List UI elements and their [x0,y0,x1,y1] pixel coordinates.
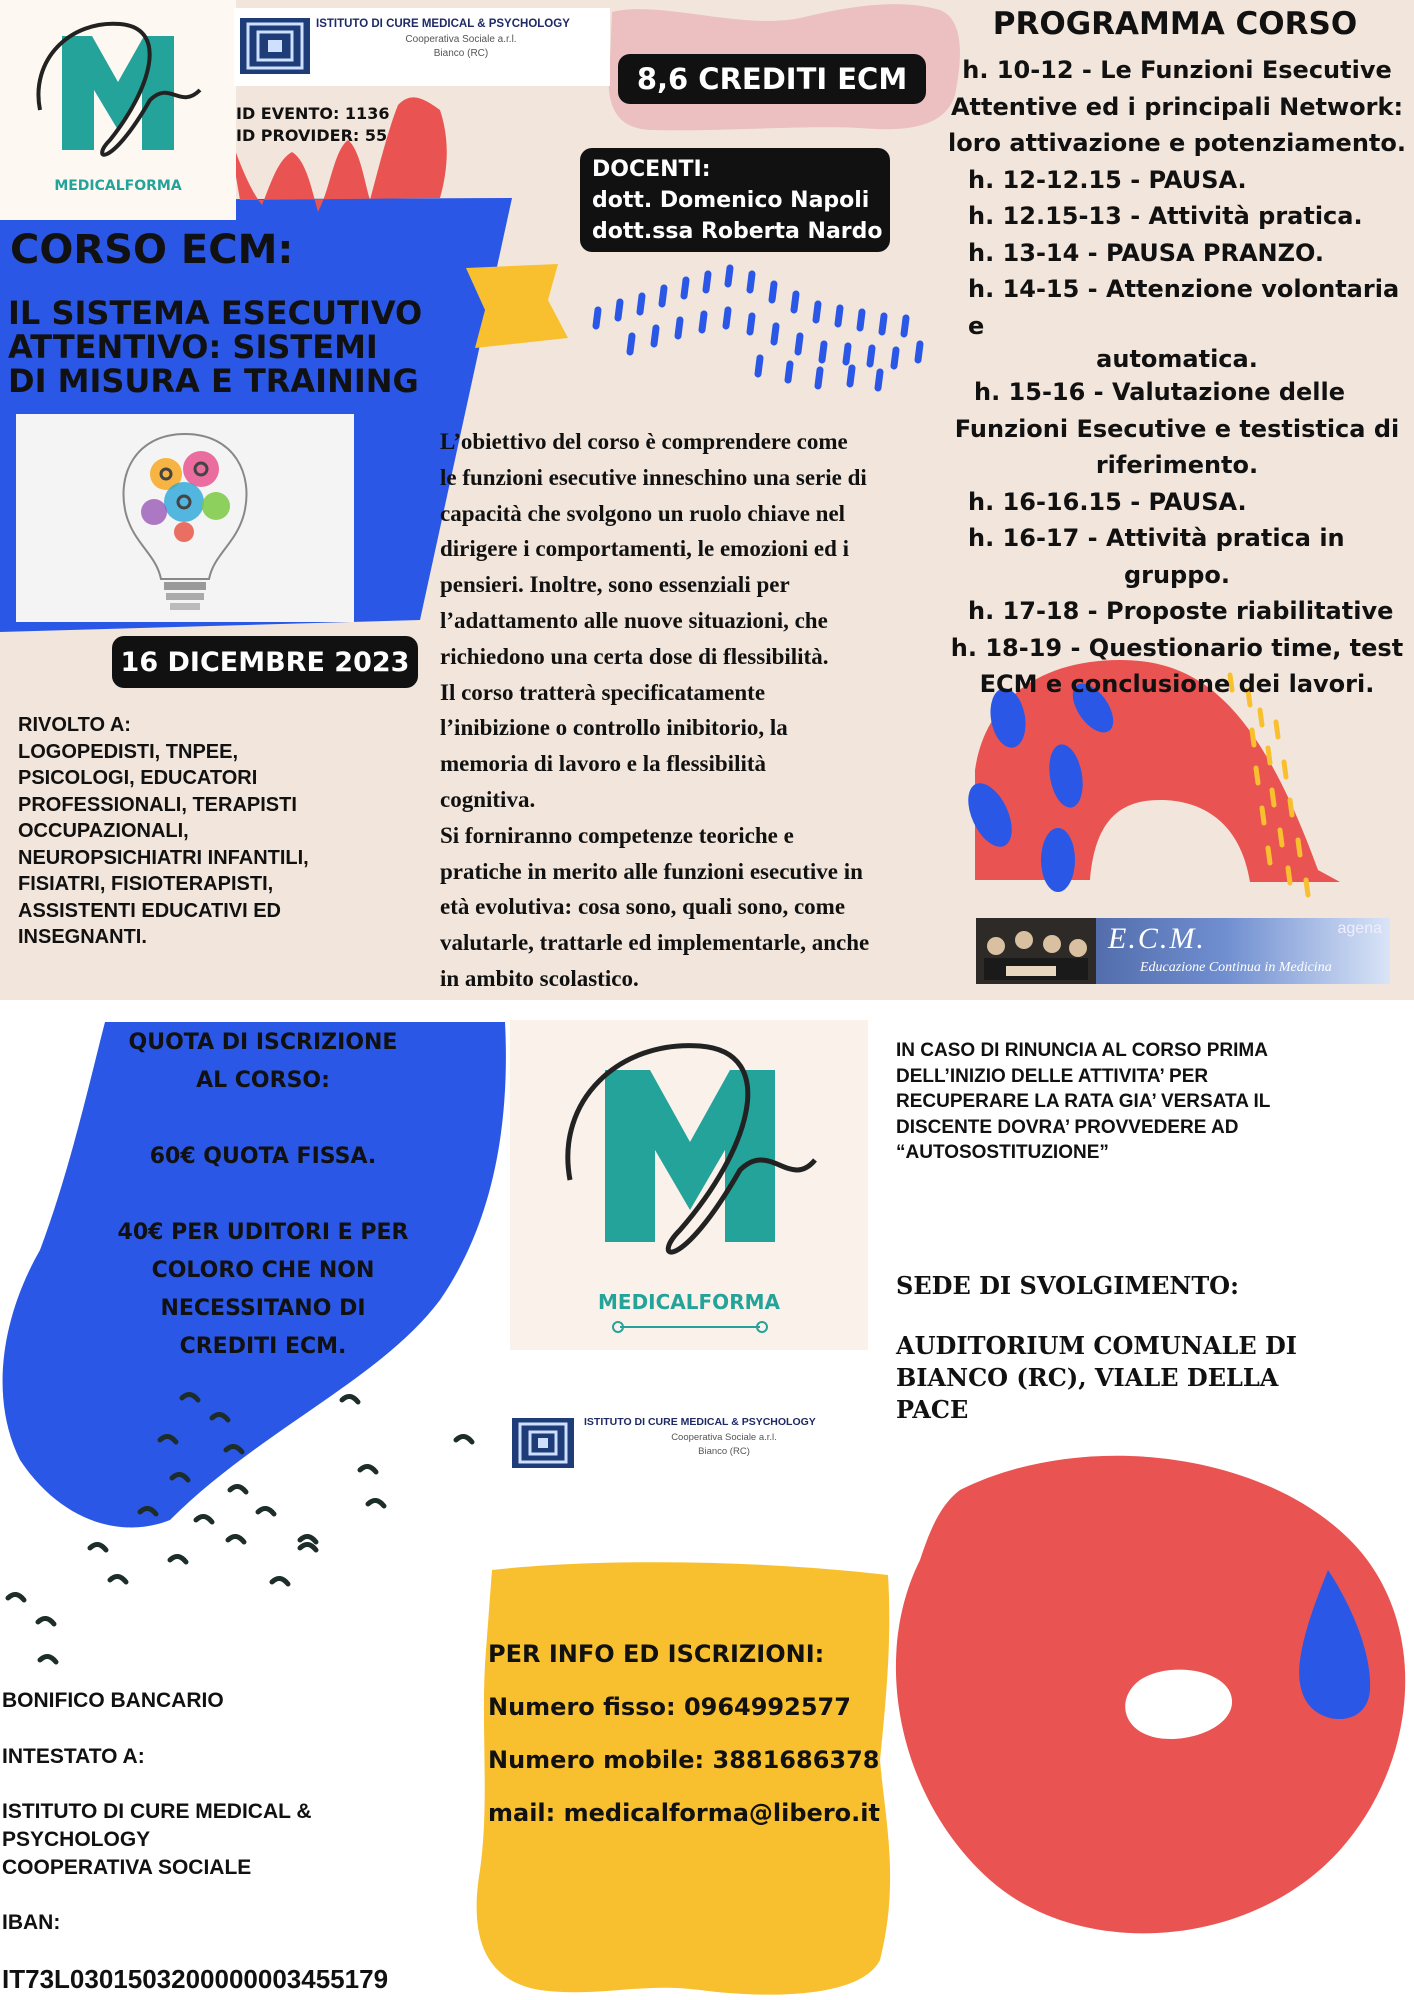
program-line: h. 16-16.15 - PAUSA. [968,487,1247,516]
fee-line: COLORO CHE NON [151,1258,375,1283]
blue-blob [1041,828,1075,892]
contact-email: mail: medicalforma@libero.it [488,1799,880,1827]
medicalforma-logo-large [510,1020,868,1350]
description-line: memoria di lavoro e la flessibilità [440,751,767,777]
contacts-heading: PER INFO ED ISCRIZIONI: [488,1640,825,1668]
program-line: h. 12.15-13 - Attività pratica. [968,202,1363,230]
payment-holder [2,1798,312,1882]
iban-label: IBAN: [2,1911,61,1934]
teachers-box [580,148,890,252]
description-line: Il corso tratterà specificatamente [440,679,766,705]
description-line: dirigere i comportamenti, le emozioni ed i [440,536,850,562]
course-title [8,296,422,398]
institute-city: Bianco (RC) [433,48,489,59]
ecm-painting-icon [976,918,1096,984]
course-date-badge: 16 DICEMBRE 2023 [112,636,418,688]
description-line: cognitiva. [440,786,536,812]
ecm-title: E.C.M. [1108,922,1206,955]
description-line: l’adattamento alle nuove situazioni, che [440,607,828,633]
payment-holder-label: INTESTATO A: [2,1745,145,1768]
description-line: le funzioni esecutive inneschino una serie di [440,464,867,490]
description-line: valutarle, trattarle ed implementarle, anche [440,930,870,956]
program-line: loro attivazione e potenziamento. [948,129,1406,157]
fee-line: NECESSITANO DI [160,1296,366,1321]
payment-holder-line: PSYCHOLOGY [2,1828,151,1851]
teacher-name: dott.ssa Roberta Nardo [592,219,883,244]
venue-line: BIANCO (RC), VIALE DELLA [896,1363,1279,1392]
id-provider: ID PROVIDER: 55 [236,126,388,145]
program-heading: PROGRAMMA CORSO [992,6,1358,42]
audience-line: NEUROPSICHIATRI INFANTILI, [18,846,309,869]
program-line: riferimento. [1095,451,1259,479]
audience-line: PROFESSIONALI, TERAPISTI [18,793,297,816]
fee-line: QUOTA DI ISCRIZIONE [128,1030,398,1055]
audience-heading: RIVOLTO A: [18,714,131,736]
institute-name: ISTITUTO DI CURE MEDICAL & PSYCHOLOGY [316,18,570,30]
program-line: automatica. [1096,345,1258,373]
iban-value: IT73L0301503200000003455179 [2,1964,389,1994]
course-title-line: DI MISURA E TRAINING [8,362,419,400]
program-line: h. 10-12 - Le Funzioni Esecutive [962,56,1392,84]
contacts-block [488,1628,880,1840]
venue-line: PACE [896,1395,969,1424]
fee-block [80,1024,446,1366]
fee-line: 60€ QUOTA FISSA. [149,1144,377,1169]
program-list [940,52,1414,703]
venue-address [896,1330,1297,1426]
withdrawal-line: DELL’INIZIO DELLE ATTIVITA’ PER [896,1065,1209,1087]
teacher-name: dott. Domenico Napoli [592,188,870,213]
withdrawal-line: RECUPERARE LA RATA GIA’ VERSATA IL [896,1091,1271,1112]
ecm-brand: agena [1337,920,1382,937]
program-line: h. 18-19 - Questionario time, test [950,633,1404,662]
program-line: h. 12-12.15 - PAUSA. [968,165,1247,194]
course-title-line: ATTENTIVO: SISTEMI [8,328,378,366]
payment-holder-line: COOPERATIVA SOCIALE [2,1856,252,1879]
description-line: Si forniranno competenze teoriche e [440,822,794,848]
teachers-heading: DOCENTI: [592,157,711,182]
description-line: in ambito scolastico. [440,965,639,991]
description-line: pratiche in merito alle funzioni esecutive in [440,858,863,884]
program-line: gruppo. [1123,560,1231,589]
institute-emblem-icon [238,16,312,76]
withdrawal-line: DISCENTE DOVRA’ PROVVEDERE AD [896,1116,1239,1138]
contact-phone: Numero fisso: 0964992577 [488,1693,851,1721]
id-evento: ID EVENTO: 1136 [236,104,390,123]
description-line: richiedono una certa dose di flessibilità. [440,643,829,669]
withdrawal-note [896,1038,1270,1166]
program-line: Funzioni Esecutive e testistica di [954,414,1400,443]
description-line: pensieri. Inoltre, sono essenziali per [440,572,790,598]
fee-line: AL CORSO: [196,1068,330,1093]
payment-method: BONIFICO BANCARIO [2,1689,224,1712]
institute-logo [234,8,610,86]
institute-emblem-icon [510,1416,576,1470]
institute-city: Bianco (RC) [698,1446,750,1457]
ecm-subtitle: Educazione Continua in Medicina [1140,960,1332,975]
description-line: età evolutiva: cosa sono, quali sono, come [440,894,846,920]
audience-line: PSICOLOGI, EDUCATORI [18,767,258,789]
payment-holder-line: ISTITUTO DI CURE MEDICAL & [2,1800,312,1823]
audience-line: OCCUPAZIONALI, [18,820,189,842]
course-label: CORSO ECM: [10,227,294,273]
course-title-line: IL SISTEMA ESECUTIVO [8,294,423,332]
fee-line: 40€ PER UDITORI E PER [117,1220,409,1245]
withdrawal-line: IN CASO DI RINUNCIA AL CORSO PRIMA [896,1040,1268,1061]
ecm-banner [976,918,1390,984]
audience-line: FISIATRI, FISIOTERAPISTI, [18,873,274,895]
course-description [440,424,869,997]
lightbulb-brain-icon [16,414,354,622]
blue-dash-pattern [590,260,950,400]
credits-badge: 8,6 CREDITI ECM [618,54,926,104]
program-line: Attentive ed i principali Network: [950,92,1404,121]
fee-spacer [80,1100,446,1138]
brand-name-large: MEDICALFORMA [598,1290,780,1314]
brain-lightbulb-illustration [16,414,354,622]
institute-coop: Cooperativa Sociale a.r.l. [671,1432,777,1443]
audience-line: LOGOPEDISTI, TNPEE, [18,740,239,763]
description-line: l’inibizione o controllo inibitorio, la [440,715,788,741]
program-line: ECM e conclusione dei lavori. [979,670,1375,698]
venue-heading: SEDE DI SVOLGIMENTO: [896,1271,1239,1300]
brand-name: MEDICALFORMA [54,178,182,194]
program-line: h. 14-15 - Attenzione volontaria e [968,275,1400,340]
venue-line: AUDITORIUM COMUNALE DI [896,1331,1298,1360]
audience-line: ASSISTENTI EDUCATIVI ED [18,899,281,922]
institute-coop: Cooperativa Sociale a.r.l. [405,34,517,45]
institute-logo-bottom [508,1410,868,1476]
program-line: h. 15-16 - Valutazione delle [974,378,1346,406]
contact-mobile: Numero mobile: 3881686378 [488,1746,880,1774]
fee-line: CREDITI ECM. [179,1334,347,1359]
audience-block [18,712,309,951]
description-line: capacità che svolgono un ruolo chiave nel [440,500,846,526]
medicalforma-logo [0,0,236,220]
program-line: h. 13-14 - PAUSA PRANZO. [968,238,1325,267]
audience-line: INSEGNANTI. [18,926,147,948]
description-line: L’obiettivo del corso è comprendere come [440,429,848,454]
program-line: h. 16-17 - Attività pratica in [968,524,1345,552]
institute-name: ISTITUTO DI CURE MEDICAL & PSYCHOLOGY [584,1416,816,1428]
program-line: h. 17-18 - Proposte riabilitative [968,597,1394,625]
fee-spacer [80,1176,446,1214]
withdrawal-line: “AUTOSOSTITUZIONE” [896,1142,1109,1163]
